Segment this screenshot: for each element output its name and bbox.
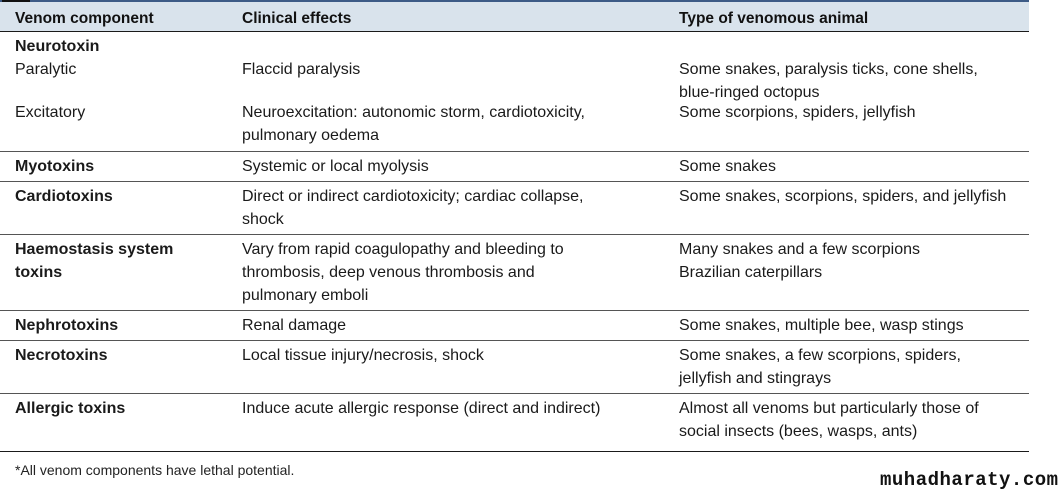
clinical-effect: Local tissue injury/necrosis, shock bbox=[242, 347, 484, 364]
header-venom-component: Venom component bbox=[15, 10, 154, 27]
component-name: Cardiotoxins bbox=[15, 188, 113, 205]
animal-type: Some scorpions, spiders, jellyfish bbox=[679, 104, 916, 121]
row-divider bbox=[0, 310, 1029, 311]
component-name: Nephrotoxins bbox=[15, 317, 119, 334]
clinical-effect: Direct or indirect cardiotoxicity; cardiac collapse, bbox=[242, 188, 584, 205]
animal-type: Almost all venoms but particularly those of bbox=[679, 400, 979, 417]
component-subtype: Excitatory bbox=[15, 104, 86, 121]
clinical-effect: Systemic or local myolysis bbox=[242, 158, 429, 175]
table-bottom-border bbox=[0, 451, 1029, 452]
row-divider bbox=[0, 151, 1029, 152]
animal-type: Some snakes, multiple bee, wasp stings bbox=[679, 317, 964, 334]
component-name: Allergic toxins bbox=[15, 400, 126, 417]
animal-type: social insects (bees, wasps, ants) bbox=[679, 423, 918, 440]
clinical-effect: Induce acute allergic response (direct and indirect) bbox=[242, 400, 601, 417]
clinical-effect: thrombosis, deep venous thrombosis and bbox=[242, 264, 535, 281]
animal-type: Brazilian caterpillars bbox=[679, 264, 823, 281]
component-name: Myotoxins bbox=[15, 158, 95, 175]
table-footnote: *All venom components have lethal potential. bbox=[15, 462, 295, 478]
row-divider bbox=[0, 234, 1029, 235]
clinical-effect: Flaccid paralysis bbox=[242, 61, 361, 78]
row-divider bbox=[0, 393, 1029, 394]
clinical-effect: Vary from rapid coagulopathy and bleeding to bbox=[242, 241, 564, 258]
animal-type: jellyfish and stingrays bbox=[679, 370, 832, 387]
component-name: toxins bbox=[15, 264, 63, 281]
animal-type: Some snakes, scorpions, spiders, and jellyfish bbox=[679, 188, 1007, 205]
animal-type: Many snakes and a few scorpions bbox=[679, 241, 921, 258]
clinical-effect: shock bbox=[242, 211, 284, 228]
component-name: Haemostasis system bbox=[15, 241, 174, 258]
header-clinical-effects: Clinical effects bbox=[242, 10, 352, 27]
clinical-effect: Neuroexcitation: autonomic storm, cardiotoxicity, bbox=[242, 104, 585, 121]
animal-type: blue-ringed octopus bbox=[679, 84, 820, 101]
header-animal-type: Type of venomous animal bbox=[679, 10, 869, 27]
clinical-effect: pulmonary oedema bbox=[242, 127, 379, 144]
animal-type: Some snakes, paralysis ticks, cone shells, bbox=[679, 61, 978, 78]
component-subtype: Paralytic bbox=[15, 61, 77, 78]
component-name: Necrotoxins bbox=[15, 347, 108, 364]
animal-type: Some snakes, a few scorpions, spiders, bbox=[679, 347, 961, 364]
table-header bbox=[0, 2, 1029, 32]
row-divider bbox=[0, 181, 1029, 182]
row-divider bbox=[0, 340, 1029, 341]
component-name: Neurotoxin bbox=[15, 38, 100, 55]
animal-type: Some snakes bbox=[679, 158, 776, 175]
clinical-effect: pulmonary emboli bbox=[242, 287, 369, 304]
watermark-text: muhadharaty.com bbox=[880, 469, 1059, 491]
clinical-effect: Renal damage bbox=[242, 317, 347, 334]
